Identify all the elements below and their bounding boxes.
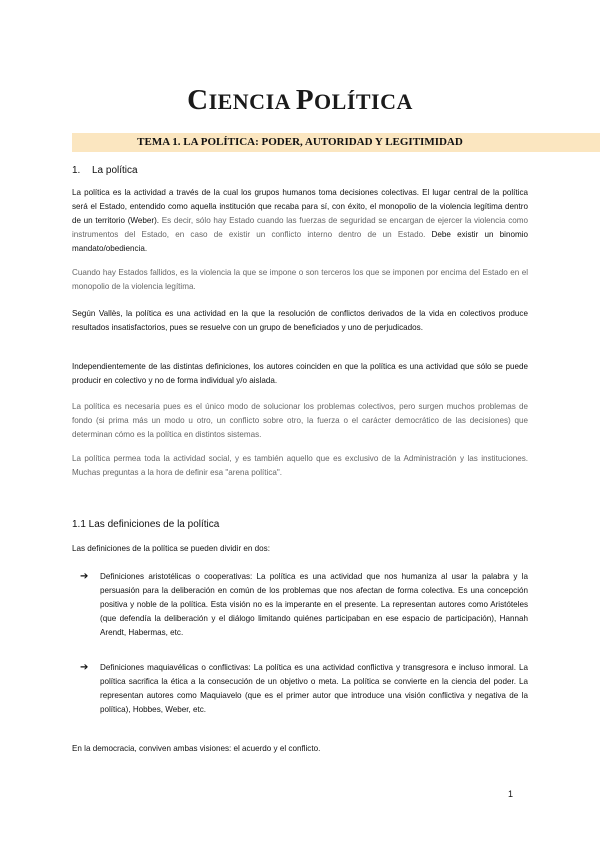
arrow-icon: ➔: [80, 662, 89, 673]
paragraph-8: En la democracia, conviven ambas visiones: el acuerdo y el conflicto.: [72, 744, 321, 753]
section-heading-1-1: 1.1 Las definiciones de la política: [72, 519, 220, 530]
paragraph-5: La política es necesaria pues es el único modo de solucionar los problemas colectivos, pero surgen muchos problemas de fondo (si prima más un modo u otro, un conflicto sobre otro, la fuerza o el carácter democrático de las decisiones) que determinan cómo es la política en distintos sistemas.: [72, 402, 528, 439]
section-title: La política: [92, 165, 138, 176]
page-title: [0, 84, 600, 117]
topic-banner: [72, 133, 600, 152]
paragraph-4: Independientemente de las distintas definiciones, los autores coinciden en que la política es una actividad que sólo se puede producir en colectivo y no de forma individual y/o aislada.: [72, 362, 528, 385]
paragraph-1: [72, 186, 528, 256]
title-initial-c: C: [187, 84, 209, 116]
list-item-text: Definiciones maquiavélicas o conflictivas: La política es una actividad conflictiva y transgresora e incluso inmoral. La política sacrifica la ética a la consecución de un objetivo o meta. La política se convierte en la ciencia del poder. La representan autores como Maquiavelo (que es el primer autor que introduce una visión conflictiva y negativa de la política), Hobbes, Weber, etc.: [100, 663, 528, 714]
section-heading-1: [72, 165, 138, 176]
list-item-text: Definiciones aristotélicas o cooperativas: La política es una actividad que nos humaniza al usar la palabra y la persuasión para la deliberación en común de los problemas que nos afectan de forma colectiva. Es una concepción positiva y noble de la política. Esta visión no es la imperante en el presente. La representan autores como Aristóteles (que defendía la deliberación y el diálogo limitando quiénes participaban en ese espacio de participación), Hannah Arendt, Habermas, etc.: [100, 572, 528, 637]
arrow-icon: ➔: [80, 571, 89, 582]
page-number: 1: [508, 789, 514, 799]
paragraph-2: Cuando hay Estados fallidos, es la violencia la que se impone o son terceros los que se imponen por encima del Estado en el monopolio de la violencia legítima.: [72, 268, 528, 291]
paragraph-3: Según Vallès, la política es una actividad en la que la resolución de conflictos derivados de la vida en colectivos produce resultados insatisfactorios, pues se resuelve con un grupo de beneficiados y uno de perjudicados.: [72, 309, 528, 332]
title-rest-1: IENCIA: [208, 89, 296, 114]
paragraph-1-end: Debe existir un binomio mandato/obediencia.: [72, 230, 528, 253]
paragraph-1-main: La política es la actividad a través de la cual los grupos humanos toma decisiones colectivas. El lugar central de la política será el Estado, entendido como aquella institución que recaba para sí, con éxito, el monopolio de la violencia legítima dentro de un territorio (Weber).: [72, 188, 528, 225]
paragraph-7: Las definiciones de la política se pueden dividir en dos:: [72, 544, 270, 553]
title-rest-2: OLÍTICA: [314, 89, 413, 114]
section-number: 1.: [72, 165, 81, 176]
title-initial-p: P: [295, 84, 315, 116]
paragraph-1-grey: Es decir, sólo hay Estado cuando las fuerzas de seguridad se encargan de ejercer la violencia como instrumentos del Estado, en caso de existir un conflicto interno dentro de un Estado.: [72, 216, 528, 239]
topic-banner-text: TEMA 1. LA POLÍTICA: PODER, AUTORIDAD Y LEGITIMIDAD: [137, 136, 463, 148]
paragraph-6: La política permea toda la actividad social, y es también aquello que es exclusivo de la Administración y las instituciones. Muchas preguntas a la hora de definir esa "arena política".: [72, 454, 528, 477]
